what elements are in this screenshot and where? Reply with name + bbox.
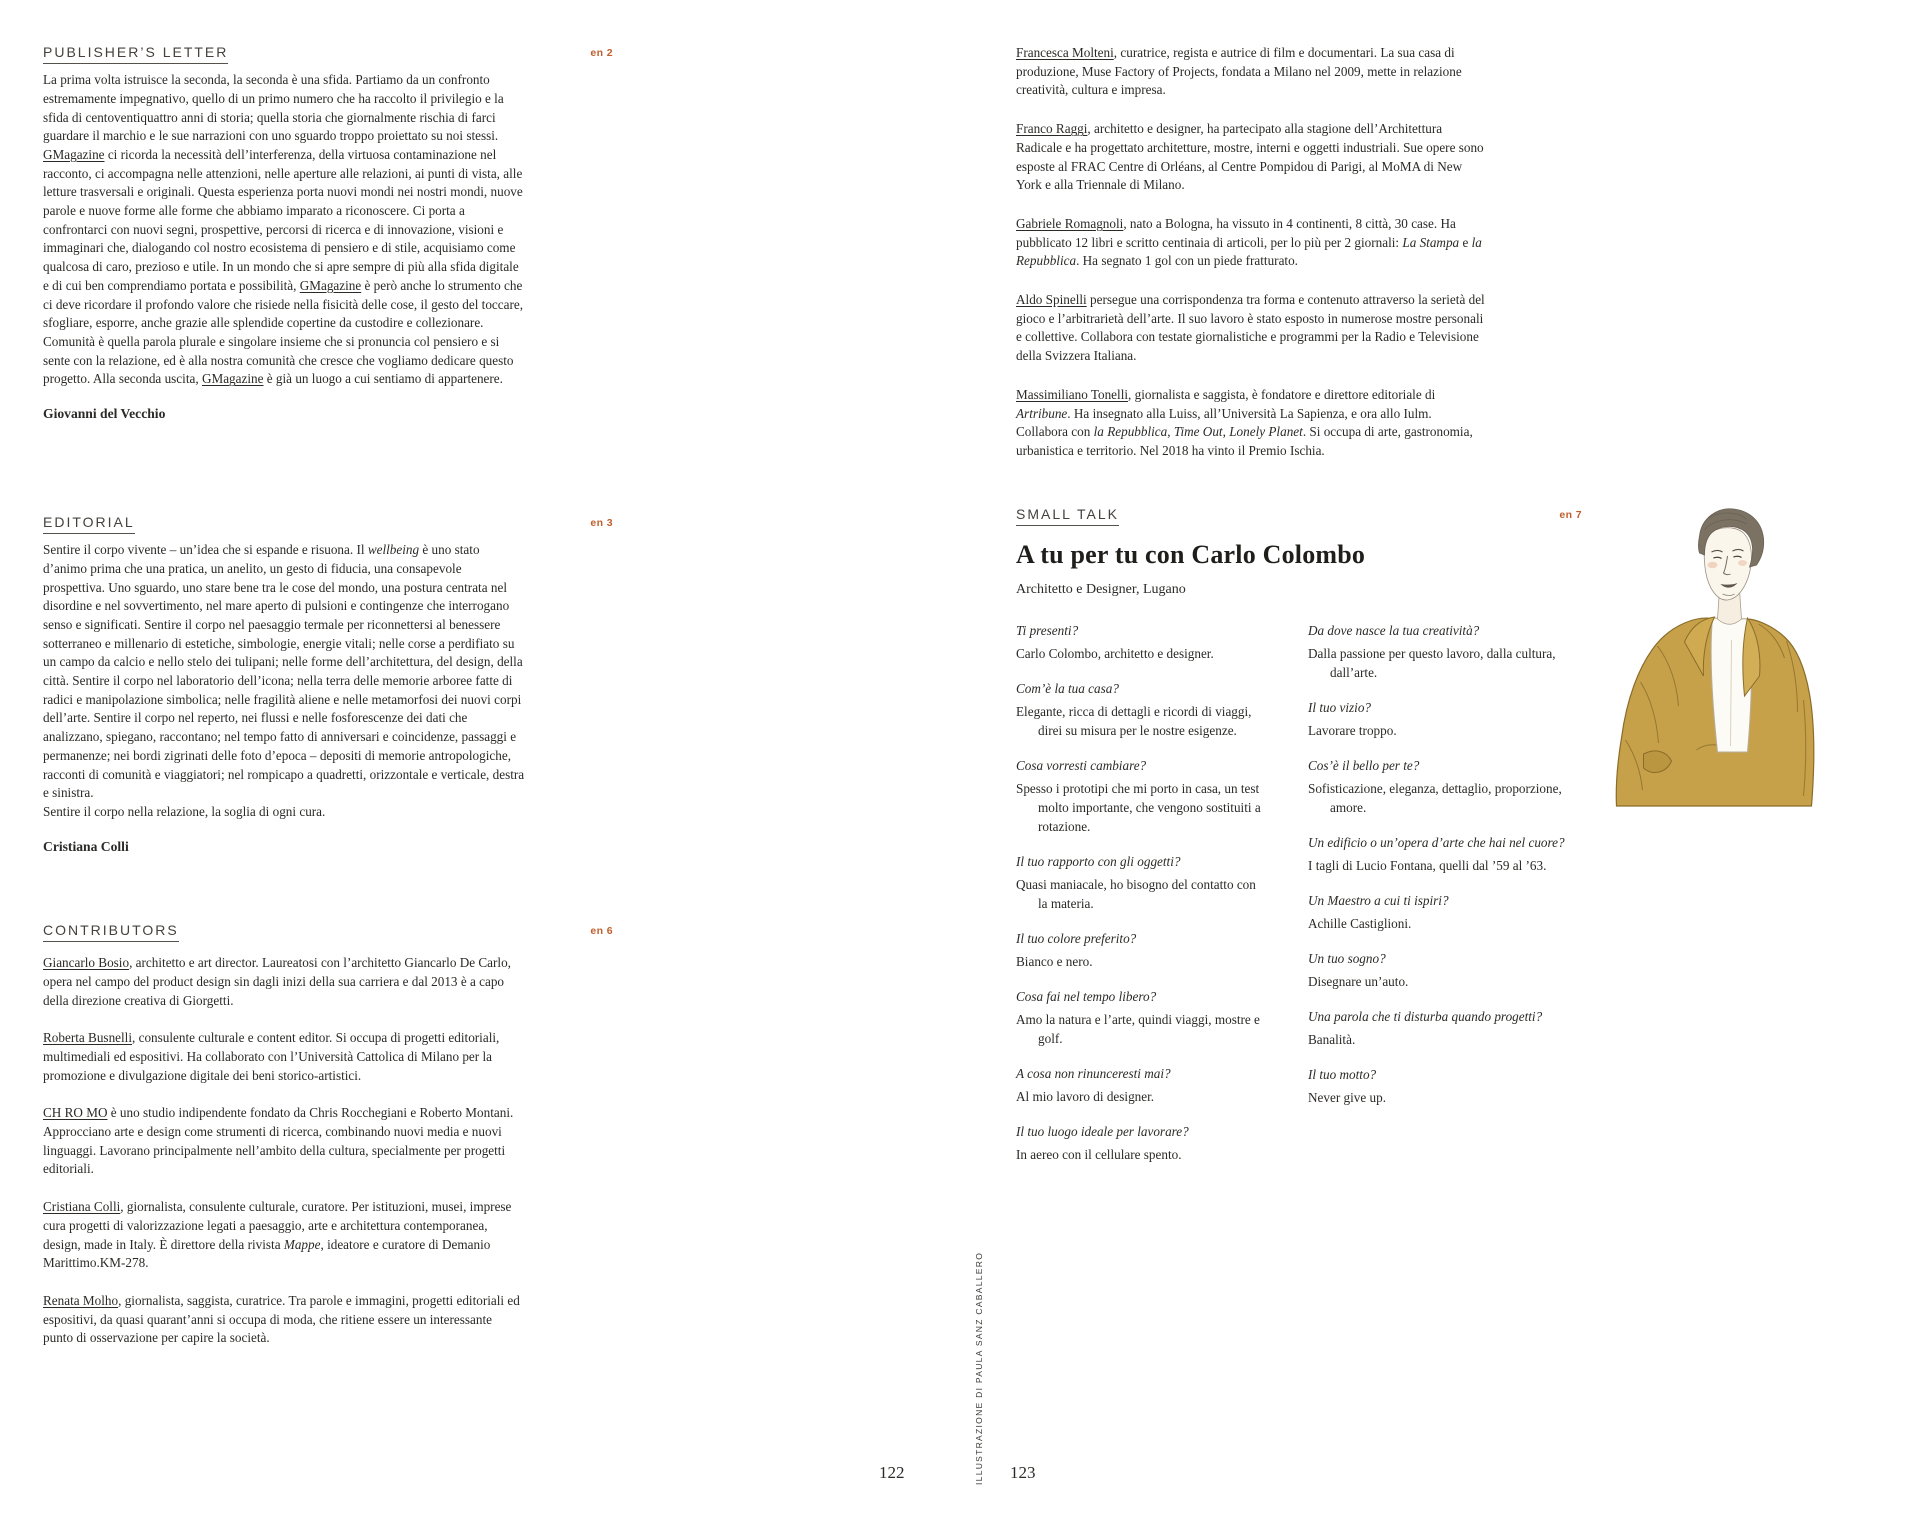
interview-answer: Spesso i prototipi che mi porto in casa, un test molto importante, che vengono sostituiti a rotazione. <box>1016 781 1261 835</box>
editorial-lang-marker: en 3 <box>590 517 613 529</box>
editorial-heading: EDITORIAL <box>43 514 135 534</box>
interview-subtitle: Architetto e Designer, Lugano <box>1016 582 1186 598</box>
contributors-list-left <box>43 954 613 1348</box>
interview-question: Da dove nasce la tua creatività? <box>1308 623 1480 639</box>
contributor-description: , architetto e designer, ha partecipato alla stagione dell’Architettura Radicale e ha progettato architetture, mostre, interni e oggetti industriali. Sue opere sono esposte al FRAC Centre di Orléans, al Centre Pompidou di Parigi, al MoMA di New York e alla Triennale di Milano. <box>1016 121 1484 193</box>
contributor-description: , giornalista e saggista, è fondatore e direttore editoriale di Artribune. Ha insegnato alla Luiss, all’Università La Sapienza, e ora allo Iulm. Collabora con la Repubblica, Time Out, Lonely Planet. Si occupa di arte, gastronomia, urbanistica e territorio. Nel 2018 ha vinto il Premio Ischia. <box>1016 386 1473 458</box>
interview-answer: Amo la natura e l’arte, quindi viaggi, mostre e golf. <box>1016 1012 1260 1047</box>
contributor-description: , giornalista, consulente culturale, curatore. Per istituzioni, musei, imprese cura progetti di valorizzazione legati a paesaggio, arte e architettura contemporanea, design, made in Italy. È direttore della rivista Mappe, ideatore e curatore di Demanio Marittimo.KM-278. <box>43 1199 512 1271</box>
small-talk-header <box>1016 506 1582 526</box>
contributor-name: Roberta Busnelli <box>43 1030 133 1046</box>
interview-question: Il tuo rapporto con gli oggetti? <box>1016 854 1181 870</box>
interview-column-2 <box>1308 621 1576 1123</box>
publishers-letter-heading: PUBLISHER’S LETTER <box>43 44 228 64</box>
interview-qa <box>1308 891 1576 933</box>
contributors-lang-marker: en 6 <box>590 925 613 937</box>
interview-qa <box>1308 833 1576 875</box>
publishers-letter-header <box>43 44 613 64</box>
contributor-name: Franco Raggi <box>1016 121 1088 137</box>
interview-question: Cosa vorresti cambiare? <box>1016 758 1147 774</box>
carlo-colombo-portrait-illustration <box>1598 500 1833 808</box>
interview-answer: Bianco e nero. <box>1016 954 1093 970</box>
interview-question: Il tuo colore preferito? <box>1016 931 1137 947</box>
contributor-bio <box>1016 44 1486 100</box>
interview-question: Un edificio o un’opera d’arte che hai nel cuore? <box>1308 835 1565 851</box>
contributor-name: Giancarlo Bosio <box>43 955 130 971</box>
contributors-section <box>43 922 613 1367</box>
interview-qa <box>1016 1064 1268 1106</box>
interview-question: Un tuo sogno? <box>1308 951 1386 967</box>
contributors-heading: CONTRIBUTORS <box>43 922 179 942</box>
page-number-right: 123 <box>1010 1463 1036 1482</box>
interview-qa <box>1016 756 1268 836</box>
interview-qa <box>1016 852 1268 913</box>
contributor-name: Francesca Molteni <box>1016 45 1114 60</box>
editorial-header <box>43 514 613 534</box>
interview-qa <box>1308 1007 1576 1049</box>
contributor-description: è uno studio indipendente fondato da Chris Rocchegiani e Roberto Montani. Approcciano arte e design come strumenti di ricerca, combinando nuovi media e nuovi linguaggi. Lavorano principalmente nell’ambito della cultura, specialmente per progetti editoriali. <box>43 1105 514 1177</box>
interview-answer: In aereo con il cellulare spento. <box>1016 1147 1182 1163</box>
publishers-letter-lang-marker: en 2 <box>590 47 613 59</box>
interview-qa <box>1308 949 1576 991</box>
interview-answer: Banalità. <box>1308 1032 1356 1048</box>
interview-answer: Achille Castiglioni. <box>1308 916 1412 932</box>
interview-qa <box>1308 698 1576 740</box>
small-talk-heading: SMALL TALK <box>1016 506 1119 526</box>
interview-answer: Quasi maniacale, ho bisogno del contatto con la materia. <box>1016 877 1256 912</box>
portrait-sketch-graphic <box>1598 500 1833 808</box>
editorial-section <box>43 514 613 855</box>
interview-qa <box>1016 929 1268 971</box>
interview-answer: Disegnare un’auto. <box>1308 974 1409 990</box>
contributor-name: Cristiana Colli <box>43 1199 121 1215</box>
contributor-bio <box>1016 291 1486 366</box>
contributor-bio <box>43 1104 525 1179</box>
interview-qa <box>1016 987 1268 1048</box>
contributor-description: , nato a Bologna, ha vissuto in 4 continenti, 8 città, 30 case. Ha pubblicato 12 libri e scritto centinaia di articoli, per lo più per 2 giornali: La Stampa e la Repubblica. Ha segnato 1 gol con un piede fratturato. <box>1016 215 1482 269</box>
page-right <box>1016 44 1581 481</box>
interview-question: Il tuo luogo ideale per lavorare? <box>1016 1124 1189 1140</box>
interview-qa <box>1308 1065 1576 1107</box>
interview-answer: Dalla passione per questo lavoro, dalla cultura, dall’arte. <box>1308 646 1556 681</box>
contributor-bio <box>43 1198 525 1273</box>
editorial-signature: Cristiana Colli <box>43 838 129 854</box>
contributor-bio <box>1016 215 1486 271</box>
interview-answer: Lavorare troppo. <box>1308 723 1397 739</box>
interview-answer: Never give up. <box>1308 1090 1386 1106</box>
interview-title: A tu per tu con Carlo Colombo <box>1016 540 1366 570</box>
contributor-name: Massimiliano Tonelli <box>1016 386 1129 402</box>
contributor-description: , curatrice, regista e autrice di film e documentari. La sua casa di produzione, Muse Factory of Projects, fondata a Milano nel 2009, mette in relazione creatività, cultura e impresa. <box>1016 45 1462 98</box>
small-talk-lang-marker: en 7 <box>1559 509 1582 521</box>
interview-qa <box>1016 679 1268 740</box>
interview-question: Una parola che ti disturba quando progetti? <box>1308 1009 1543 1025</box>
interview-qa <box>1308 756 1576 817</box>
interview-qa <box>1016 1122 1268 1164</box>
small-talk-section <box>1016 506 1582 1201</box>
contributor-name: CH RO MO <box>43 1105 108 1121</box>
contributor-bio <box>43 1292 525 1348</box>
interview-question: Il tuo motto? <box>1308 1067 1377 1083</box>
interview-answer: Carlo Colombo, architetto e designer. <box>1016 646 1214 662</box>
illustration-credit: ILLUSTRAZIONE DI PAULA SANZ CABALLERO <box>974 1251 984 1485</box>
contributor-bio <box>1016 120 1486 195</box>
contributor-name: Aldo Spinelli <box>1016 292 1087 308</box>
contributor-bio <box>1016 386 1486 461</box>
contributor-bio <box>43 954 525 1010</box>
contributor-name: Renata Molho <box>43 1292 119 1308</box>
contributor-description: , architetto e art director. Laureatosi con l’architetto Giancarlo De Carlo, opera nel campo del product design sin dagli inizi della sua carriera e dal 2013 è a capo della direzione creativa di Giorgetti. <box>43 955 511 1008</box>
interview-columns <box>1016 621 1582 1201</box>
contributors-header <box>43 922 613 942</box>
interview-column-1 <box>1016 621 1268 1180</box>
interview-answer: Sofisticazione, eleganza, dettaglio, proporzione, amore. <box>1308 781 1562 816</box>
publishers-letter-signature: Giovanni del Vecchio <box>43 406 166 422</box>
interview-question: Ti presenti? <box>1016 623 1079 639</box>
contributors-list-right <box>1016 44 1581 461</box>
contributor-description: , giornalista, saggista, curatrice. Tra parole e immagini, progetti editoriali ed espositivi, da quasi quarant’anni si occupa di moda, che ritiene essere un interessante punto di osservazione per capire la società. <box>43 1292 520 1346</box>
publishers-letter-text: La prima volta istruisce la seconda, la seconda è una sfida. Partiamo da un confronto estremamente impegnativo, quello di un primo numero che ha raccolto il privilegio e la sfida di centoventiquattro anni di storia; quella storia che giornalmente rischia di farci guardare il marchio e le sue narrazioni con uno sguardo troppo proiettato su noi stessi. GMagazine ci ricorda la necessità dell’interferenza, della virtuosa contaminazione nel racconto, ci accompagna nelle attenzioni, nelle aperture alle relazioni, ai punti di vista, alle letture trasversali e originali. Questa esperienza porta nuovi mondi nei nostri mondi, nuove parole e nuove forme alle forme che abbiamo imparato a riconoscere. Ci porta a confrontarci con nuovi segni, prospettive, percorsi di ricerca e di innovazione, visioni e immaginari che, dialogando col nostro ecosistema di pensiero e di stile, acquisiamo come qualcosa di caro, prezioso e utile. In un mondo che si apre sempre di più alla sfida digitale e di cui ben comprendiamo portata e possibilità, GMagazine è però anche lo strumento che ci deve ricordare il profondo valore che risiede nella fisicità delle cose, il gesto del toccare, sfogliare, esporre, anche grazie alle splendide copertine da custodire e collezionare. Comunità è quella parola plurale e singolare insieme che si pronuncia col pensiero e si sente con la relazione, ed è alla nostra comunità che cresce che vogliamo dedicare questo progetto. Alla seconda uscita, GMagazine è già un luogo a cui sentiamo di appartenere. <box>43 72 524 387</box>
interview-question: Cosa fai nel tempo libero? <box>1016 989 1157 1005</box>
interview-answer: Al mio lavoro di designer. <box>1016 1089 1155 1105</box>
interview-question: A cosa non rinunceresti mai? <box>1016 1066 1171 1082</box>
interview-answer: Elegante, ricca di dettagli e ricordi di viaggi, direi su misura per le nostre esigenze. <box>1016 704 1252 739</box>
contributor-bio <box>43 1029 525 1085</box>
publishers-letter-section <box>43 44 613 422</box>
contributor-description: persegue una corrispondenza tra forma e contenuto attraverso la serietà del gioco e l’arbitrarietà dell’arte. Il suo lavoro è stato esposto in numerose mostre personali e collettive. Collabora con testate giornalistiche e programmi per la Radio e Televisione della Svizzera Italiana. <box>1016 292 1485 364</box>
interview-question: Il tuo vizio? <box>1308 700 1372 716</box>
interview-question: Cos’è il bello per te? <box>1308 758 1420 774</box>
contributor-name: Gabriele Romagnoli <box>1016 215 1124 231</box>
interview-qa <box>1308 621 1576 682</box>
editorial-text: Sentire il corpo vivente – un’idea che si espande e risuona. Il wellbeing è uno stato d’animo prima che una pratica, un anelito, un gesto di fiducia, una consapevole prospettiva. Uno sguardo, uno stare bene tra le cose del mondo, una postura centrata nel disordine e nel sovvertimento, nel mare aperto di pulsioni e contingenze che interrogano senso e significati. Sentire il corpo nel paesaggio termale per riconnettersi al benessere sotterraneo e millenario di estetiche, simbologie, energie vitali; nelle corse a perdifiato su un campo da calcio e nello stelo dei tulipani; nelle forme dell’architettura, del design, della città. Sentire il corpo nel laboratorio dell’icona; nella terra delle memorie arboree fatte di radici e manipolazione simbolica; nelle fragilità aliene e nelle metamorfosi dei nuovi corpi dell’arte. Sentire il corpo nel reperto, nei flussi e nelle fosforescenze dei dati che analizzano, spiegano, raccontano; nel tempo fatto di anniversari e coincidenze, passaggi e permanenze; nei bordi zigrinati delle foto d’epoca – depositi di memorie antropologiche, racconti di comunità e viaggiatori; nel rompicapo a quadretti, orizzontale e verticale, destra e sinistra. Sentire il corpo nella relazione, la soglia di ogni cura. <box>43 542 525 819</box>
interview-answer: I tagli di Lucio Fontana, quelli dal ’59 al ’63. <box>1308 858 1547 874</box>
interview-question: Com’è la tua casa? <box>1016 681 1119 697</box>
contributor-description: , consulente culturale e content editor. Si occupa di progetti editoriali, multimediali ed espositivi. Ha collaborato con l’Università Cattolica di Milano per la promozione e divulgazione digitale dei beni storico-artistici. <box>43 1030 500 1083</box>
interview-question: Un Maestro a cui ti ispiri? <box>1308 893 1449 909</box>
page-number-left: 122 <box>879 1463 905 1482</box>
interview-qa <box>1016 621 1268 663</box>
